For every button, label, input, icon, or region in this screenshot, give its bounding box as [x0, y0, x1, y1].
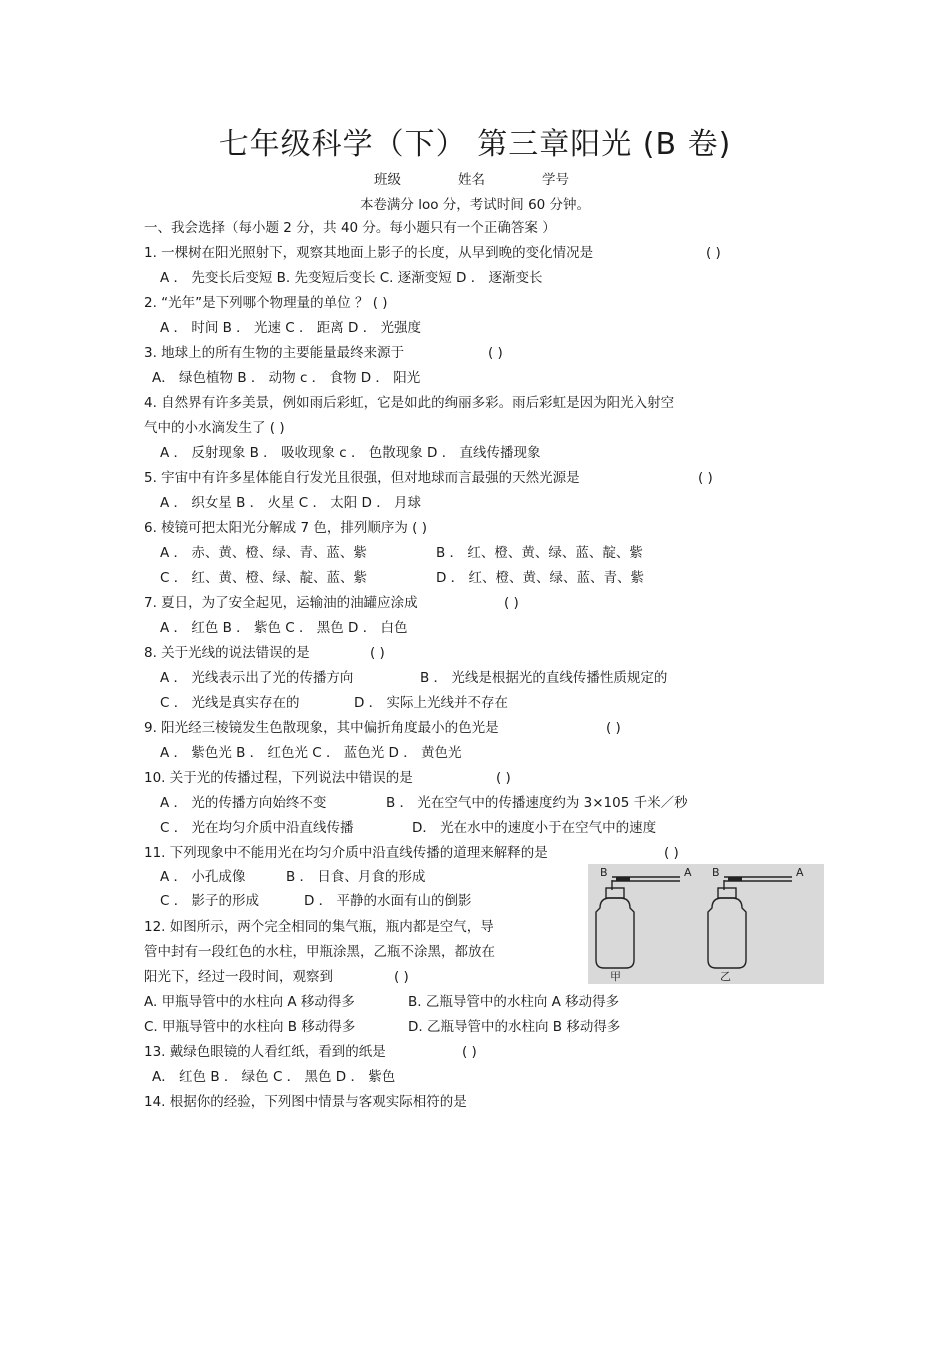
- question-11-option-b: B ． 日食、月食的形成: [286, 869, 426, 885]
- student-number-label: 学号: [542, 172, 569, 188]
- gas-jar-figure: [588, 864, 824, 984]
- question-6-option-b: B ． 红、橙、黄、绿、蓝、靛、紫: [436, 545, 643, 561]
- question-10-option-b: B ． 光在空气中的传播速度约为 3×105 千米／秒: [386, 795, 688, 811]
- question-7-options: A ． 红色 B ． 紫色 C ． 黑色 D ． 白色: [160, 620, 408, 636]
- question-8-option-d: D ． 实际上光线并不存在: [354, 695, 508, 711]
- question-12-stem-line-2: 管中封有一段红色的水柱，甲瓶涂黑，乙瓶不涂黑，都放在: [144, 944, 495, 960]
- student-info-row: [0, 170, 950, 190]
- question-3-options: A． 绿色植物 B ． 动物 c ． 食物 D ． 阳光: [152, 370, 421, 386]
- question-10-option-a: A ． 光的传播方向始终不变: [160, 795, 327, 811]
- question-6-option-a: A ． 赤、黄、橙、绿、青、蓝、紫: [160, 545, 367, 561]
- question-12-option-c: C. 甲瓶导管中的水柱向 B 移动得多: [144, 1019, 356, 1035]
- question-10-stem: 10. 关于光的传播过程，下列说法中错误的是: [144, 770, 413, 786]
- question-10-answer-blank: ( ): [496, 770, 511, 786]
- question-5-answer-blank: ( ): [698, 470, 713, 486]
- jar-jia: [596, 877, 680, 968]
- exam-title: 七年级科学（下） 第三章阳光 (B 卷): [218, 127, 732, 162]
- label-a-jar2: A: [796, 866, 804, 879]
- question-7-stem: 7. 夏日，为了安全起见，运输油的油罐应涂成: [144, 595, 418, 611]
- question-6-stem: 6. 棱镜可把太阳光分解成 7 色，排列顺序为 ( ): [144, 520, 427, 536]
- question-8-stem: 8. 关于光线的说法错误的是: [144, 645, 310, 661]
- question-9-options: A ． 紫色光 B ． 红色光 C ． 蓝色光 D ． 黄色光: [160, 745, 462, 761]
- question-12-stem-line-3: 阳光下，经过一段时间，观察到: [144, 969, 333, 985]
- question-12-stem-line-1: 12. 如图所示，两个完全相同的集气瓶，瓶内都是空气，导: [144, 919, 494, 935]
- question-3-answer-blank: ( ): [488, 345, 503, 361]
- question-13-stem: 13. 戴绿色眼镜的人看红纸，看到的纸是: [144, 1044, 386, 1060]
- question-4-stem-line-1: 4. 自然界有许多美景，例如雨后彩虹，它是如此的绚丽多彩。雨后彩虹是因为阳光入射空: [144, 395, 675, 411]
- question-2-options: A ． 时间 B ． 光速 C ． 距离 D ． 光强度: [160, 320, 422, 336]
- question-14-stem: 14. 根据你的经验，下列图中情景与客观实际相符的是: [144, 1094, 467, 1110]
- question-8-option-b: B ． 光线是根据光的直线传播性质规定的: [420, 670, 668, 686]
- question-11-option-d: D ． 平静的水面有山的倒影: [304, 893, 472, 909]
- question-6-option-c: C ． 红、黄、橙、绿、靛、蓝、紫: [160, 570, 368, 586]
- question-8-option-a: A ． 光线表示出了光的传播方向: [160, 670, 354, 686]
- class-label: 班级: [374, 172, 401, 188]
- name-label: 姓名: [458, 172, 485, 188]
- question-9-answer-blank: ( ): [606, 720, 621, 736]
- question-7-answer-blank: ( ): [504, 595, 519, 611]
- question-1-answer-blank: ( ): [706, 245, 721, 261]
- question-12-option-b: B. 乙瓶导管中的水柱向 A 移动得多: [408, 994, 620, 1010]
- label-b-jar1: B: [600, 866, 608, 879]
- question-11-option-c: C ． 影子的形成: [160, 893, 260, 909]
- label-jia: 甲: [610, 970, 621, 983]
- question-5-options: A ． 织女星 B ． 火星 C ． 太阳 D ． 月球: [160, 495, 422, 511]
- question-9-stem: 9. 阳光经三棱镜发生色散现象，其中偏折角度最小的色光是: [144, 720, 499, 736]
- question-6-option-d: D ． 红、橙、黄、绿、蓝、青、紫: [436, 570, 644, 586]
- exam-note: 本卷满分 loo 分，考试时间 60 分钟。: [359, 197, 591, 213]
- question-3-stem: 3. 地球上的所有生物的主要能量最终来源于: [144, 345, 405, 361]
- question-8-option-c: C ． 光线是真实存在的: [160, 695, 300, 711]
- label-yi: 乙: [720, 970, 731, 983]
- question-1-options: A ． 先变长后变短 B. 先变短后变长 C. 逐渐变短 D ． 逐渐变长: [160, 270, 543, 286]
- label-b-jar2: B: [712, 866, 720, 879]
- question-4-options: A ． 反射现象 B ． 吸收现象 c ． 色散现象 D ． 直线传播现象: [160, 445, 541, 461]
- question-10-option-c: C ． 光在均匀介质中沿直线传播: [160, 820, 354, 836]
- question-12-option-d: D. 乙瓶导管中的水柱向 B 移动得多: [408, 1019, 621, 1035]
- question-12-answer-blank: ( ): [394, 969, 409, 985]
- label-a-jar1: A: [684, 866, 692, 879]
- question-10-option-d: D． 光在水中的速度小于在空气中的速度: [412, 820, 657, 836]
- question-11-option-a: A ． 小孔成像: [160, 869, 246, 885]
- section-heading: 一、我会选择（每小题 2 分，共 40 分。每小题只有一个正确答案 ）: [144, 220, 556, 236]
- gas-jar-diagram: [588, 864, 824, 984]
- jar-yi: [708, 877, 792, 968]
- question-8-answer-blank: ( ): [370, 645, 385, 661]
- question-2-stem: 2. “光年”是下列哪个物理量的单位 ？ ( ): [144, 295, 388, 311]
- question-5-stem: 5. 宇宙中有许多星体能自行发光且很强，但对地球而言最强的天然光源是: [144, 470, 580, 486]
- question-12-option-a: A. 甲瓶导管中的水柱向 A 移动得多: [144, 994, 355, 1010]
- question-1-stem: 1. 一棵树在阳光照射下，观察其地面上影子的长度，从早到晚的变化情况是: [144, 245, 594, 261]
- question-4-stem-line-2: 气中的小水滴发生了 ( ): [144, 420, 285, 436]
- question-11-answer-blank: ( ): [664, 845, 679, 861]
- question-11-stem: 11. 下列现象中不能用光在均匀介质中沿直线传播的道理来解释的是: [144, 845, 548, 861]
- question-13-options: A． 红色 B ． 绿色 C ． 黑色 D ． 紫色: [152, 1069, 396, 1085]
- question-13-answer-blank: ( ): [462, 1044, 477, 1060]
